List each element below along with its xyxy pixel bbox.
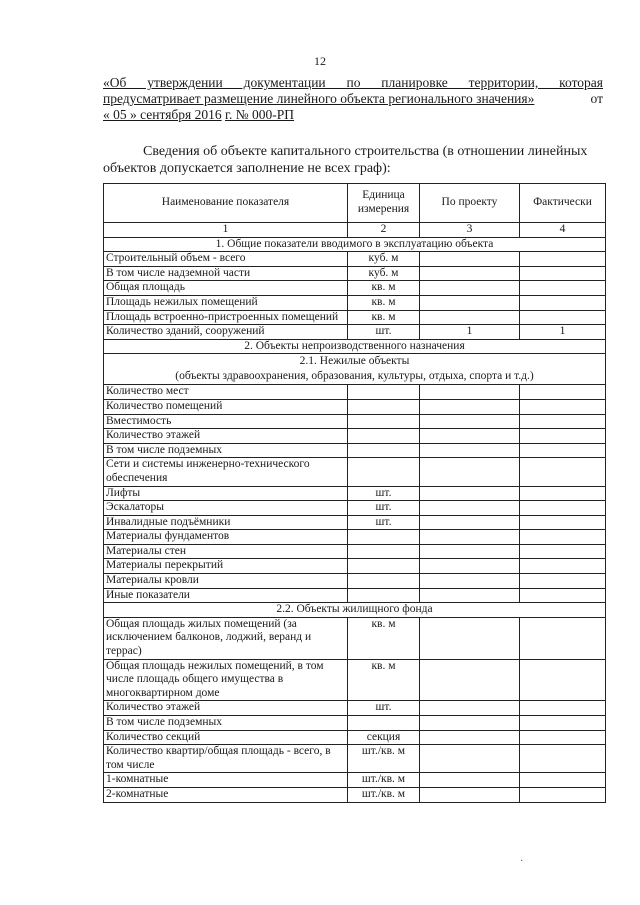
row-actual	[520, 501, 606, 516]
table-row	[104, 559, 606, 574]
row-project	[420, 515, 520, 530]
row-name: Общая площадь	[104, 281, 348, 296]
column-number: 4	[520, 223, 606, 238]
table-row	[104, 385, 606, 400]
row-unit: шт.	[348, 701, 420, 716]
row-actual	[520, 574, 606, 589]
row-project	[420, 588, 520, 603]
table-row	[104, 310, 606, 325]
row-actual	[520, 745, 606, 773]
row-project	[420, 486, 520, 501]
table-row	[104, 252, 606, 267]
table-row	[104, 399, 606, 414]
row-actual	[520, 252, 606, 267]
row-name: В том числе подземных	[104, 716, 348, 731]
reference-number: г. № 000-РП	[225, 107, 295, 122]
table-row	[104, 745, 606, 773]
row-project	[420, 716, 520, 731]
row-name: Количество зданий, сооружений	[104, 325, 348, 340]
row-actual	[520, 787, 606, 802]
row-project	[420, 458, 520, 486]
row-actual	[520, 659, 606, 701]
column-number-row	[104, 223, 606, 238]
row-unit	[348, 429, 420, 444]
row-unit: шт./кв. м	[348, 773, 420, 788]
row-name: Количество квартир/общая площадь - всего, в том числе	[104, 745, 348, 773]
building-info-table	[103, 183, 606, 803]
row-unit: шт.	[348, 501, 420, 516]
table-row	[104, 414, 606, 429]
section-title-row	[104, 237, 606, 252]
table-row	[104, 295, 606, 310]
row-project	[420, 617, 520, 659]
row-name: 2-комнатные	[104, 787, 348, 802]
reference-date: « 05 » сентября 2016	[103, 107, 222, 122]
row-name: Количество секций	[104, 730, 348, 745]
row-project	[420, 443, 520, 458]
subsection-title-row	[104, 354, 606, 385]
row-name: Количество мест	[104, 385, 348, 400]
row-project	[420, 266, 520, 281]
section-1-title: 1. Общие показатели вводимого в эксплуатацию объекта	[104, 237, 606, 252]
row-unit: кв. м	[348, 659, 420, 701]
row-actual	[520, 530, 606, 545]
row-unit	[348, 588, 420, 603]
row-name: Сети и системы инженерно-технического обеспечения	[104, 458, 348, 486]
row-name: 1-комнатные	[104, 773, 348, 788]
row-unit	[348, 716, 420, 731]
table-row	[104, 281, 606, 296]
row-actual	[520, 515, 606, 530]
header-project: По проекту	[420, 184, 520, 223]
row-name: Площадь встроенно-пристроенных помещений	[104, 310, 348, 325]
subsection-2-2-title: 2.2. Объекты жилищного фонда	[104, 603, 606, 618]
row-actual	[520, 281, 606, 296]
row-project	[420, 773, 520, 788]
row-project	[420, 544, 520, 559]
column-number: 2	[348, 223, 420, 238]
table-row	[104, 544, 606, 559]
table-row	[104, 501, 606, 516]
row-actual	[520, 701, 606, 716]
row-unit: кв. м	[348, 310, 420, 325]
row-project	[420, 745, 520, 773]
row-unit: шт./кв. м	[348, 745, 420, 773]
row-unit: шт.	[348, 486, 420, 501]
row-project	[420, 414, 520, 429]
table-row	[104, 716, 606, 731]
row-project	[420, 281, 520, 296]
row-actual: 1	[520, 325, 606, 340]
header-name: Наименование показателя	[104, 184, 348, 223]
row-actual	[520, 429, 606, 444]
table-row	[104, 429, 606, 444]
row-name: Иные показатели	[104, 588, 348, 603]
section-title-row	[104, 339, 606, 354]
row-name: Количество этажей	[104, 429, 348, 444]
row-project	[420, 574, 520, 589]
row-unit: куб. м	[348, 266, 420, 281]
row-actual	[520, 458, 606, 486]
row-name: Общая площадь нежилых помещений, в том числе площадь общего имущества в многоквартирном доме	[104, 659, 348, 701]
row-project	[420, 310, 520, 325]
row-name: Строительный объем - всего	[104, 252, 348, 267]
row-name: Общая площадь жилых помещений (за исключением балконов, лоджий, веранд и террас)	[104, 617, 348, 659]
table-row	[104, 588, 606, 603]
row-project	[420, 501, 520, 516]
row-name: В том числе надземной части	[104, 266, 348, 281]
row-actual	[520, 617, 606, 659]
row-unit	[348, 530, 420, 545]
row-name: Материалы перекрытий	[104, 559, 348, 574]
row-unit	[348, 559, 420, 574]
reference-line-1: «Об утверждении документации по планировке территории, которая	[103, 75, 603, 90]
table-row	[104, 486, 606, 501]
row-project	[420, 252, 520, 267]
row-actual	[520, 385, 606, 400]
row-actual	[520, 773, 606, 788]
table-row	[104, 458, 606, 486]
row-unit: шт.	[348, 325, 420, 340]
row-project	[420, 787, 520, 802]
row-actual	[520, 443, 606, 458]
row-name: Эскалаторы	[104, 501, 348, 516]
table-row	[104, 574, 606, 589]
row-name: Количество этажей	[104, 701, 348, 716]
table-row	[104, 701, 606, 716]
header-unit: Единица измерения	[348, 184, 420, 223]
row-name: Количество помещений	[104, 399, 348, 414]
heading-line-1: Сведения об объекте капитального строительства (в отношении линейных	[143, 144, 588, 159]
row-project	[420, 295, 520, 310]
row-unit	[348, 399, 420, 414]
row-unit	[348, 443, 420, 458]
row-name: Инвалидные подъёмники	[104, 515, 348, 530]
section-heading	[103, 143, 603, 177]
row-actual	[520, 486, 606, 501]
row-unit: куб. м	[348, 252, 420, 267]
row-actual	[520, 544, 606, 559]
subsection-2-1-title	[104, 354, 606, 385]
page-number: 12	[314, 54, 326, 68]
row-unit	[348, 414, 420, 429]
row-project	[420, 559, 520, 574]
subsection-2-1-note: (объекты здравоохранения, образования, культуры, отдыха, спорта и т.д.)	[175, 370, 534, 383]
row-actual	[520, 310, 606, 325]
row-actual	[520, 730, 606, 745]
table-row	[104, 325, 606, 340]
scan-mark: ·	[520, 856, 524, 867]
header-actual: Фактически	[520, 184, 606, 223]
row-unit: секция	[348, 730, 420, 745]
table-row	[104, 659, 606, 701]
row-actual	[520, 588, 606, 603]
row-actual	[520, 559, 606, 574]
row-name: Лифты	[104, 486, 348, 501]
table-row	[104, 266, 606, 281]
row-actual	[520, 716, 606, 731]
table-row	[104, 787, 606, 802]
reference-line-2-text: предусматривает размещение линейного объекта регионального значения»	[103, 91, 535, 106]
row-unit: кв. м	[348, 295, 420, 310]
reference-line-2	[103, 91, 603, 107]
row-unit: шт.	[348, 515, 420, 530]
row-unit	[348, 385, 420, 400]
table-row	[104, 617, 606, 659]
heading-line-2: объектов допускается заполнение не всех граф):	[103, 161, 391, 176]
section-title-row	[104, 603, 606, 618]
row-project	[420, 659, 520, 701]
row-unit: шт./кв. м	[348, 787, 420, 802]
table-row	[104, 530, 606, 545]
row-unit: кв. м	[348, 617, 420, 659]
row-name: Вместимость	[104, 414, 348, 429]
row-name: Материалы фундаментов	[104, 530, 348, 545]
row-actual	[520, 266, 606, 281]
row-project	[420, 701, 520, 716]
row-unit	[348, 458, 420, 486]
row-project	[420, 530, 520, 545]
row-name: В том числе подземных	[104, 443, 348, 458]
column-number: 1	[104, 223, 348, 238]
reference-from: от	[590, 91, 603, 106]
row-project	[420, 385, 520, 400]
row-project	[420, 429, 520, 444]
row-name: Материалы кровли	[104, 574, 348, 589]
row-unit	[348, 544, 420, 559]
row-actual	[520, 399, 606, 414]
row-project	[420, 399, 520, 414]
row-project	[420, 730, 520, 745]
row-project: 1	[420, 325, 520, 340]
table-header-row	[104, 184, 606, 223]
reference-line-3	[103, 107, 603, 123]
row-name: Материалы стен	[104, 544, 348, 559]
table-row	[104, 730, 606, 745]
section-2-title: 2. Объекты непроизводственного назначения	[104, 339, 606, 354]
row-actual	[520, 295, 606, 310]
table-row	[104, 773, 606, 788]
row-actual	[520, 414, 606, 429]
row-unit	[348, 574, 420, 589]
column-number: 3	[420, 223, 520, 238]
table-row	[104, 515, 606, 530]
row-unit: кв. м	[348, 281, 420, 296]
table-row	[104, 443, 606, 458]
subsection-2-1-name: 2.1. Нежилые объекты	[299, 355, 410, 368]
resolution-reference	[103, 75, 603, 123]
row-name: Площадь нежилых помещений	[104, 295, 348, 310]
